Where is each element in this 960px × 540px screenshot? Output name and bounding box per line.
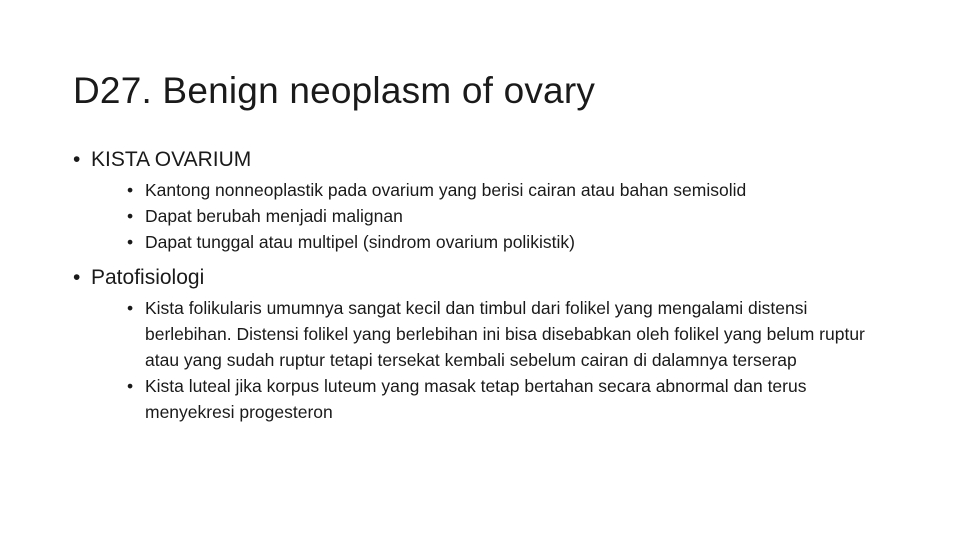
list-item-text: Dapat tunggal atau multipel (sindrom ovarium polikistik) [145,232,575,252]
bullet-icon: • [73,148,81,171]
slide-content [73,145,903,433]
bullet-icon: • [127,180,134,200]
list-item [127,177,903,203]
section-kista-ovarium [73,145,903,255]
list-item [127,229,903,255]
list-item-text: Dapat berubah menjadi malignan [145,206,403,226]
bullet-icon: • [127,376,134,396]
section-heading: KISTA OVARIUM [91,148,252,171]
slide-title: D27. Benign neoplasm of ovary [73,70,596,111]
bullet-icon: • [127,206,134,226]
section-patofisiologi [73,263,903,425]
list-item [127,373,887,425]
list-item-text: Kantong nonneoplastik pada ovarium yang berisi cairan atau bahan semisolid [145,180,747,200]
bullet-list [73,145,903,425]
bullet-icon: • [127,298,134,318]
sub-bullet-list [127,295,917,425]
list-item-text: Kista luteal jika korpus luteum yang masak tetap bertahan secara abnormal dan terus menyekresi progesteron [145,376,807,422]
sub-bullet-list [127,177,903,255]
list-item [127,203,903,229]
bullet-icon: • [127,232,134,252]
section-heading: Patofisiologi [91,266,205,289]
bullet-icon: • [73,266,81,289]
list-item-text: Kista folikularis umumnya sangat kecil dan timbul dari folikel yang mengalami distensi berlebihan. Distensi folikel yang berlebihan ini bisa disebabkan oleh folikel yang belum ruptur atau yang sudah ruptur tetapi tersekat kembali sebelum cairan di dalamnya terserap [145,298,865,370]
list-item [127,295,887,373]
